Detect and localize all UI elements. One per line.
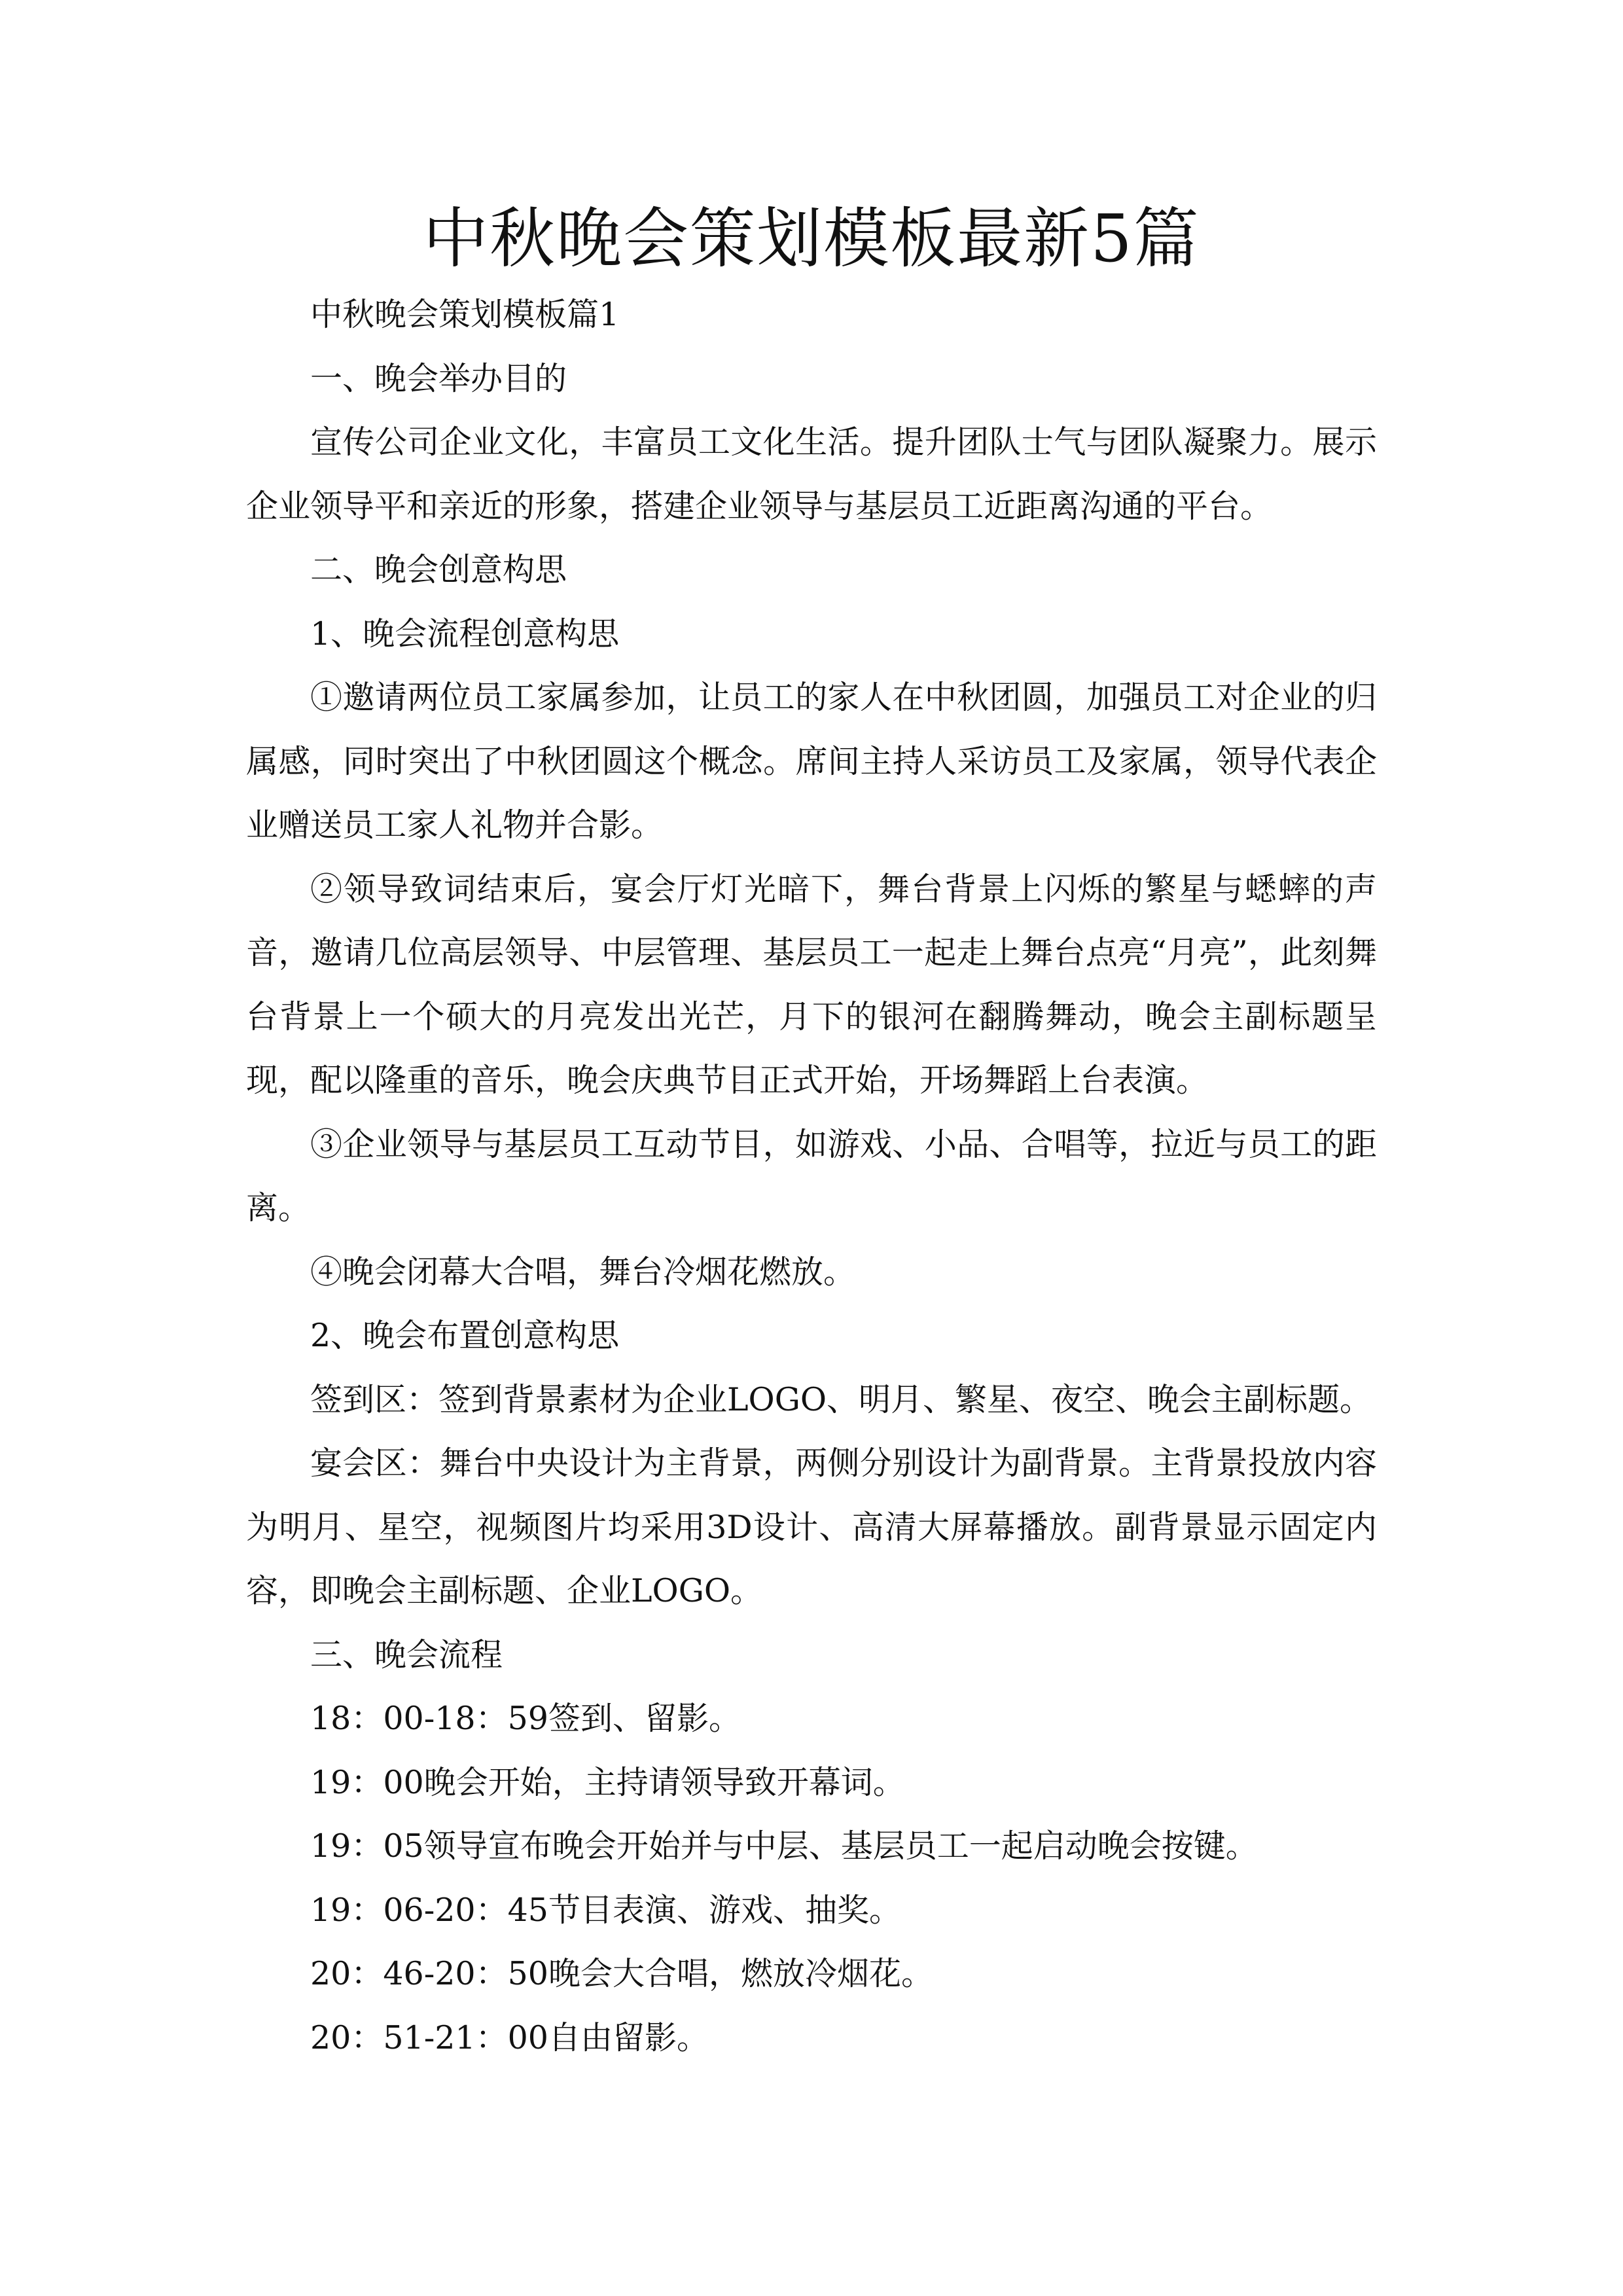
subheading-layout-concept: 2、晚会布置创意构思 (310, 1317, 620, 1354)
paragraph: ①邀请两位员工家属参加，让员工的家人在中秋团圆，加强员工对企业的归属感，同时突出了中秋团圆这个概念。席间主持人采访员工及家属，领导代表企业赠送员工家人礼物并合影。 (246, 679, 1377, 844)
schedule-item: 20：51-21：00自由留影。 (310, 2018, 709, 2056)
schedule-item: 19：00晚会开始，主持请领导致开幕词。 (310, 1763, 905, 1801)
schedule-item: 18：00-18：59签到、留影。 (310, 1700, 741, 1737)
section-heading: 中秋晚会策划模板篇1 (310, 296, 620, 333)
paragraph: 宴会区：舞台中央设计为主背景，两侧分别设计为副背景。主背景投放内容为明月、星空，视频图片均采用3D设计、高清大屏幕播放。副背景显示固定内容，即晚会主副标题、企业LOGO。 (246, 1444, 1377, 1609)
paragraph: ③企业领导与基层员工互动节目，如游戏、小品、合唱等，拉近与员工的距离。 (246, 1125, 1377, 1227)
schedule-item: 20：46-20：50晚会大合唱，燃放冷烟花。 (310, 1955, 933, 1992)
document-body (246, 283, 1377, 2070)
heading-purpose: 一、晚会举办目的 (310, 359, 567, 397)
schedule-item: 19：06-20：45节目表演、游戏、抽奖。 (310, 1891, 901, 1929)
subheading-flow-concept: 1、晚会流程创意构思 (310, 615, 620, 653)
paragraph: 宣传公司企业文化，丰富员工文化生活。提升团队士气与团队凝聚力。展示企业领导平和亲近的形象，搭建企业领导与基层员工近距离沟通的平台。 (246, 423, 1377, 525)
schedule-item: 19：05领导宣布晚会开始并与中层、基层员工一起启动晚会按键。 (310, 1827, 1258, 1865)
document-title: 中秋晚会策划模板最新5篇 (423, 200, 1200, 277)
heading-schedule: 三、晚会流程 (310, 1636, 503, 1674)
paragraph: ④晚会闭幕大合唱，舞台冷烟花燃放。 (310, 1253, 856, 1291)
paragraph: 签到区：签到背景素材为企业LOGO、明月、繁星、夜空、晚会主副标题。 (310, 1380, 1372, 1418)
paragraph: ②领导致词结束后，宴会厅灯光暗下，舞台背景上闪烁的繁星与蟋蟀的声音，邀请几位高层领导、中层管理、基层员工一起走上舞台点亮“月亮”，此刻舞台背景上一个硕大的月亮发出光芒，月下的银河在翻腾舞动，晚会主副标题呈现，配以隆重的音乐，晚会庆典节目正式开始，开场舞蹈上台表演。 (246, 870, 1377, 1099)
heading-concept: 二、晚会创意构思 (310, 551, 567, 588)
